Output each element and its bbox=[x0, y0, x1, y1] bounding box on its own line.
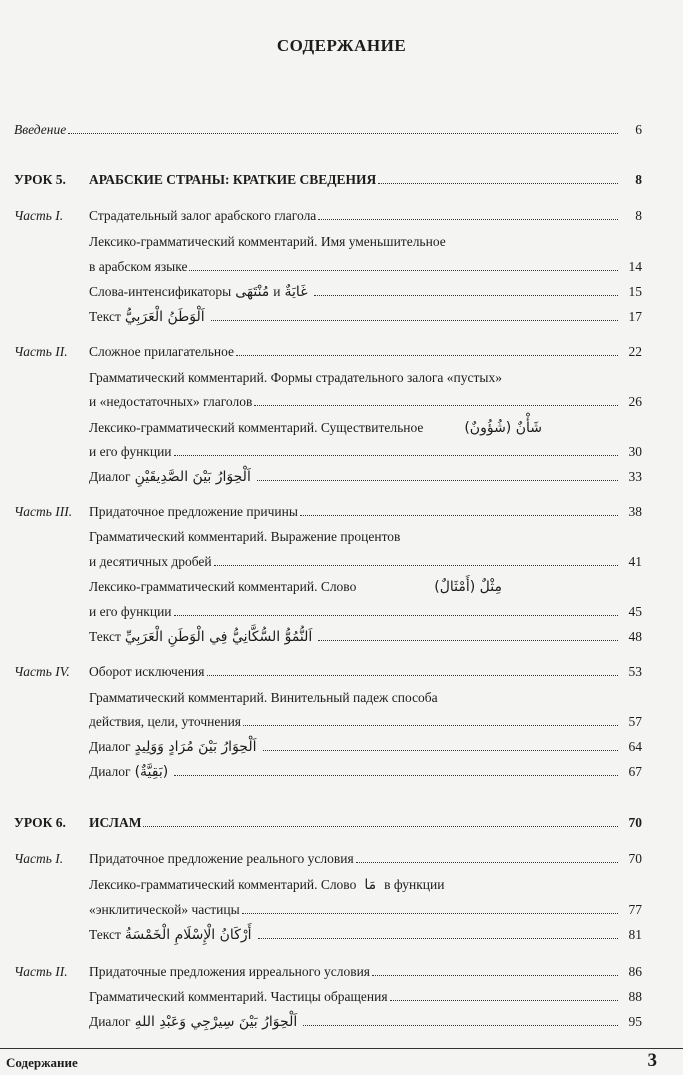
leader-dots bbox=[189, 270, 618, 271]
leader-dots bbox=[318, 640, 618, 641]
toc-entry bbox=[14, 847, 642, 867]
toc-entry bbox=[14, 735, 642, 755]
page-number: 8 bbox=[635, 208, 642, 223]
lesson-number: УРОК 5. bbox=[14, 172, 66, 187]
leader-dots bbox=[356, 862, 618, 863]
toc-entry bbox=[14, 898, 642, 918]
page-title: СОДЕРЖАНИЕ bbox=[276, 36, 407, 55]
toc-entry bbox=[14, 440, 642, 460]
part-label: Часть III. bbox=[14, 504, 73, 519]
page-number: 17 bbox=[628, 309, 642, 324]
toc-entry bbox=[14, 760, 642, 780]
toc-entry bbox=[14, 550, 642, 570]
part-label: Часть I. bbox=[14, 851, 64, 866]
toc-entry bbox=[14, 873, 642, 893]
entry-text: Текст bbox=[89, 309, 121, 324]
page-number: 38 bbox=[628, 504, 642, 519]
leader-dots bbox=[243, 725, 618, 726]
page-number: 33 bbox=[628, 469, 642, 484]
part-label: Часть IV. bbox=[14, 664, 70, 679]
entry-text: «энклитической» частицы bbox=[89, 902, 240, 917]
toc-entry bbox=[14, 923, 642, 943]
leader-dots bbox=[257, 480, 618, 481]
leader-dots bbox=[372, 975, 618, 976]
page-number: 6 bbox=[635, 122, 642, 137]
toc-entry bbox=[14, 255, 642, 275]
entry-text: Придаточное предложение реального условия bbox=[89, 851, 354, 866]
part-label: Часть I. bbox=[14, 208, 64, 223]
toc-entry bbox=[14, 660, 642, 680]
page-number: 70 bbox=[628, 815, 642, 830]
leader-dots bbox=[314, 295, 618, 296]
arabic-term: اَلْحِوَارُ بَيْنَ الصَّدِيقَيْنِ bbox=[134, 469, 251, 485]
toc-entry bbox=[14, 686, 642, 706]
page-number: 64 bbox=[628, 739, 642, 754]
entry-text: Грамматический комментарий. Формы страдательного залога «пустых» bbox=[89, 370, 502, 385]
leader-dots bbox=[174, 455, 618, 456]
leader-dots bbox=[174, 615, 618, 616]
toc-entry bbox=[14, 366, 642, 386]
entry-text: Сложное прилагательное bbox=[89, 344, 235, 359]
page-number: 45 bbox=[628, 604, 642, 619]
leader-dots bbox=[236, 355, 618, 356]
entry-text: Текст bbox=[89, 629, 121, 644]
page-number: 86 bbox=[628, 964, 642, 979]
entry-text: Придаточное предложение причины bbox=[89, 504, 298, 519]
page-number: 81 bbox=[628, 927, 642, 942]
entry-text: Слова-интенсификаторы bbox=[89, 284, 232, 299]
footer-page-number: 3 bbox=[647, 1050, 657, 1071]
leader-dots bbox=[258, 938, 618, 939]
arabic-term: (بَقِيَّةٌ) bbox=[134, 764, 169, 780]
toc-entry bbox=[14, 416, 642, 436]
page-number: 26 bbox=[628, 394, 642, 409]
toc-entry bbox=[14, 118, 642, 138]
toc-entry bbox=[14, 985, 642, 1005]
entry-text: Диалог bbox=[89, 764, 131, 779]
page-number: 95 bbox=[628, 1014, 642, 1029]
entry-text: и его функции bbox=[89, 444, 172, 459]
entry-text: и «недостаточных» глаголов bbox=[89, 394, 253, 409]
leader-dots bbox=[263, 750, 619, 751]
leader-dots bbox=[300, 515, 618, 516]
leader-dots bbox=[174, 775, 618, 776]
footer-label: Содержание bbox=[6, 1055, 78, 1070]
entry-text: Оборот исключения bbox=[89, 664, 205, 679]
lesson-title: ИСЛАМ bbox=[89, 815, 142, 830]
toc-entry bbox=[14, 280, 642, 300]
footer-divider bbox=[0, 1048, 683, 1049]
entry-text: Грамматический комментарий. Винительный падеж способа bbox=[89, 690, 438, 705]
entry-text: Грамматический комментарий. Частицы обращения bbox=[89, 989, 388, 1004]
toc-entry bbox=[14, 525, 642, 545]
entry-text: Диалог bbox=[89, 469, 131, 484]
arabic-term: اَلنُّمُوُّ السُّكَّانِيُّ فِي الْوَطَنِ الْعَرَبِيِّ bbox=[124, 629, 313, 645]
leader-dots bbox=[254, 405, 618, 406]
arabic-term: اَلْحِوَارُ بَيْنَ مُرَادٍ وَوَلِيدٍ bbox=[134, 739, 257, 755]
leader-dots bbox=[318, 219, 618, 220]
leader-dots bbox=[143, 826, 618, 827]
page-number: 30 bbox=[628, 444, 642, 459]
lesson-number: УРОК 6. bbox=[14, 815, 66, 830]
page-number: 70 bbox=[628, 851, 642, 866]
page-number: 14 bbox=[628, 259, 642, 274]
toc-entry bbox=[14, 390, 642, 410]
arabic-term: مَا bbox=[364, 877, 377, 893]
leader-dots bbox=[68, 133, 618, 134]
leader-dots bbox=[390, 1000, 618, 1001]
toc-entry bbox=[14, 1010, 642, 1030]
part-label: Часть II. bbox=[14, 964, 68, 979]
arabic-term: اَلْحِوَارُ بَيْنَ سِيرْجِي وَعَبْدِ اللهِ bbox=[134, 1014, 298, 1030]
arabic-term: مُنْتَهَى bbox=[235, 284, 270, 300]
part-label: Часть II. bbox=[14, 344, 68, 359]
page-number: 88 bbox=[628, 989, 642, 1004]
leader-dots bbox=[207, 675, 619, 676]
entry-text: Диалог bbox=[89, 739, 131, 754]
entry-text: Текст bbox=[89, 927, 121, 942]
leader-dots bbox=[242, 913, 618, 914]
toc-entry bbox=[14, 305, 642, 325]
toc-entry bbox=[14, 960, 642, 980]
entry-text: Лексико-грамматический комментарий. Имя уменьшительное bbox=[89, 234, 446, 249]
lesson-title: АРАБСКИЕ СТРАНЫ: КРАТКИЕ СВЕДЕНИЯ bbox=[89, 172, 377, 187]
toc-entry bbox=[14, 230, 642, 250]
leader-dots bbox=[303, 1025, 618, 1026]
entry-text: Лексико-грамматический комментарий. Слово bbox=[89, 877, 357, 892]
arabic-term: غَايَةٌ bbox=[284, 284, 308, 300]
entry-text: и bbox=[273, 284, 281, 299]
toc-entry bbox=[14, 710, 642, 730]
page-number: 67 bbox=[628, 764, 642, 779]
arabic-term: شَأْنٌ (شُؤُونٌ) bbox=[464, 420, 542, 436]
page-number: 57 bbox=[628, 714, 642, 729]
toc-entry bbox=[14, 625, 642, 645]
entry-text: в арабском языке bbox=[89, 259, 188, 274]
arabic-term: أَرْكَانُ الْإِسْلَامِ الْخَمْسَةُ bbox=[124, 927, 252, 943]
entry-text: Грамматический комментарий. Выражение процентов bbox=[89, 529, 401, 544]
entry-text: Лексико-грамматический комментарий. Существительное bbox=[89, 420, 424, 435]
page-number: 15 bbox=[628, 284, 642, 299]
entry-text: Введение bbox=[14, 122, 67, 137]
page-number: 53 bbox=[628, 664, 642, 679]
lesson-heading bbox=[14, 168, 642, 188]
arabic-term: اَلْوَطَنُ الْعَرَبِيُّ bbox=[124, 309, 205, 325]
toc-entry bbox=[14, 204, 642, 224]
leader-dots bbox=[214, 565, 618, 566]
page-number: 22 bbox=[628, 344, 642, 359]
page-number: 41 bbox=[628, 554, 642, 569]
toc-entry bbox=[14, 600, 642, 620]
leader-dots bbox=[211, 320, 618, 321]
leader-dots bbox=[378, 183, 618, 184]
toc-entry bbox=[14, 500, 642, 520]
entry-text: Лексико-грамматический комментарий. Слово bbox=[89, 579, 357, 594]
entry-text: Диалог bbox=[89, 1014, 131, 1029]
page-number: 77 bbox=[628, 902, 642, 917]
page-number: 8 bbox=[635, 172, 642, 187]
entry-text: действия, цели, уточнения bbox=[89, 714, 242, 729]
entry-text: и его функции bbox=[89, 604, 172, 619]
page-number: 48 bbox=[628, 629, 642, 644]
entry-text: и десятичных дробей bbox=[89, 554, 212, 569]
lesson-heading bbox=[14, 811, 642, 831]
entry-text: Страдательный залог арабского глагола bbox=[89, 208, 317, 223]
entry-text: Придаточные предложения ирреального условия bbox=[89, 964, 371, 979]
toc-entry bbox=[14, 575, 642, 595]
arabic-term: مِثْلٌ (أَمْثَالٌ) bbox=[434, 579, 502, 595]
toc-entry bbox=[14, 340, 642, 360]
toc-entry bbox=[14, 465, 642, 485]
entry-text: в функции bbox=[384, 877, 445, 892]
